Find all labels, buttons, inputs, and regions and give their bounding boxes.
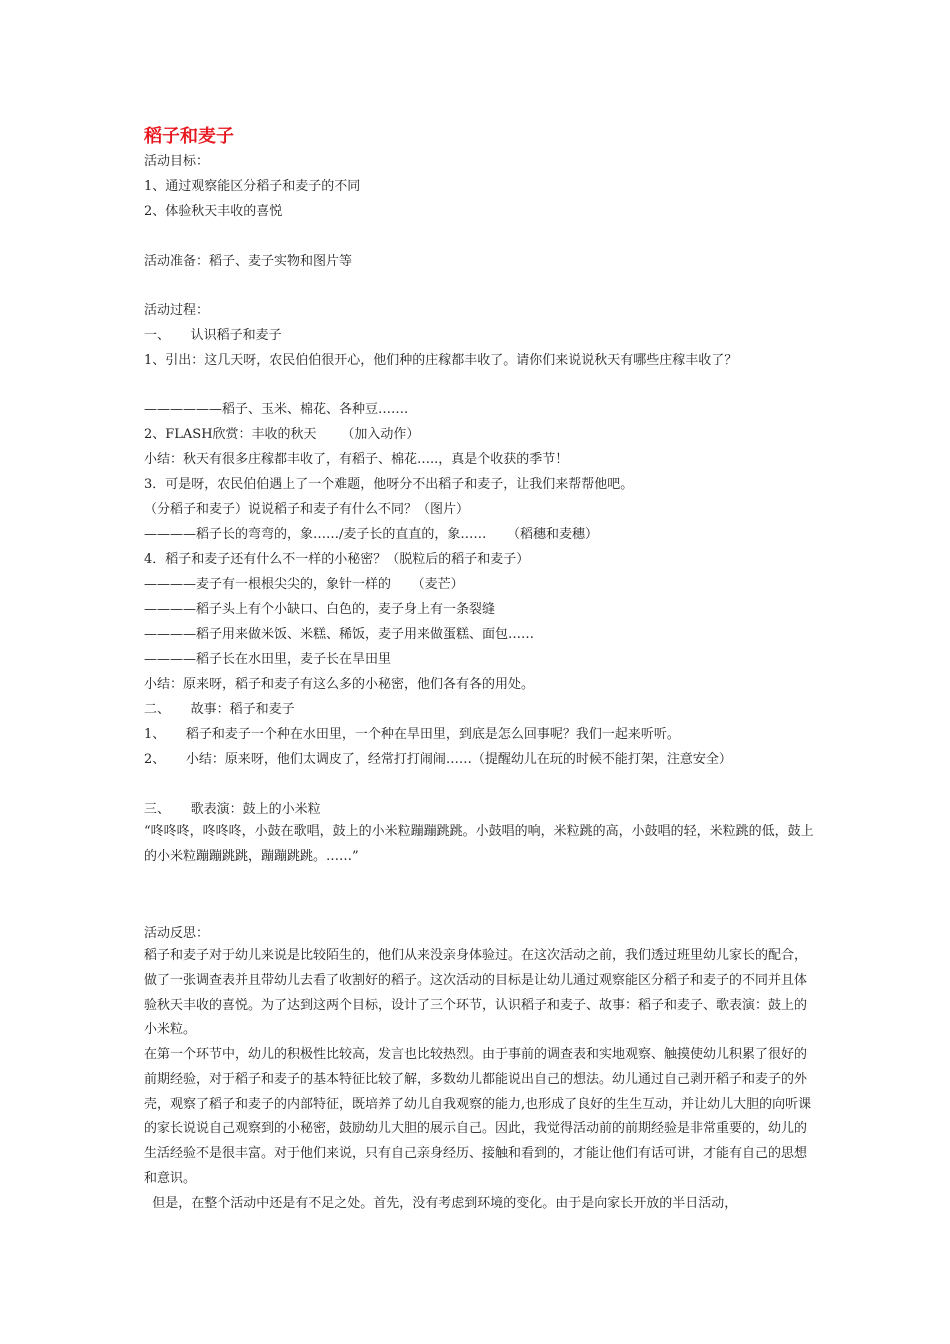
section-3-heading: 三、 歌表演：鼓上的小米粒 xyxy=(144,802,321,817)
reflection-paragraph-1: 稻子和麦子对于幼儿来说是比较陌生的，他们从来没亲身体验过。在这次活动之前，我们透过班里幼儿家长的配合，做了一张调查表并且带幼儿去看了收割好的稻子。这次活动的目标是让幼儿通过观察能区分稻子和麦子的不同并且体验秋天丰收的喜悦。为了达到这两个目标，设计了三个环节，认识稻子和麦子、故事：稻子和麦子、歌表演：鼓上的小米粒。 xyxy=(144,948,808,1038)
story-item-1: 1、 稻子和麦子一个种在水田里，一个种在旱田里，到底是怎么回事呢？我们一起来听听。 xyxy=(144,727,680,742)
section-1-heading: 一、 认识稻子和麦子 xyxy=(144,328,282,343)
summary-line: 小结：秋天有很多庄稼都丰收了，有稻子、棉花…..，真是个收获的季节！ xyxy=(144,452,569,467)
process-heading: 活动过程： xyxy=(144,303,210,318)
preparation-line: 活动准备：稻子、麦子实物和图片等 xyxy=(144,254,353,269)
song-lyrics: “咚咚咚，咚咚咚，小鼓在歌唱，鼓上的小米粒蹦蹦跳跳。小鼓唱的响，米粒跳的高，小鼓唱的轻，米粒跳的低，鼓上的小米粒蹦蹦跳跳，蹦蹦跳跳。……” xyxy=(144,824,814,864)
process-line: ————稻子头上有个小缺口、白色的，麦子身上有一条裂缝 xyxy=(144,602,496,617)
process-line: ——————稻子、玉米、棉花、各种豆……. xyxy=(144,402,409,417)
reflection-paragraph-3: 但是，在整个活动中还是有不足之处。首先，没有考虑到环境的变化。由于是向家长开放的半日活动， xyxy=(144,1196,738,1211)
process-line: ————稻子用来做米饭、米糕、稀饭，麦子用来做蛋糕、面包…… xyxy=(144,627,535,642)
reflection-paragraph-2: 在第一个环节中，幼儿的积极性比较高，发言也比较热烈。由于事前的调查表和实地观察、触摸使幼儿积累了很好的前期经验，对于稻子和麦子的基本特征比较了解，多数幼儿都能说出自己的想法。幼儿通过自己剥开稻子和麦子的外壳，观察了稻子和麦子的内部特征，既培养了幼儿自我观察的能力,也形成了良好的生生互动，并让幼儿大胆的向听课的家长说说自己观察到的小秘密，鼓励幼儿大胆的展示自己。因此，我觉得活动前的前期经验是非常重要的，幼儿的生活经验不是很丰富。对于他们来说，只有自己亲身经历、接触和看到的，才能让他们有话可讲，才能有自己的思想和意识。 xyxy=(144,1047,812,1186)
process-line: ————麦子有一根根尖尖的，象针一样的 （麦芒） xyxy=(144,577,464,592)
process-line: ————稻子长的弯弯的，象……/麦子长的直直的，象…… （稻穗和麦穗） xyxy=(144,527,599,542)
process-line: （分稻子和麦子）说说稻子和麦子有什么不同？（图片） xyxy=(144,502,470,517)
goal-heading: 活动目标： xyxy=(144,154,210,169)
process-line: 1、引出：这几天呀，农民伯伯很开心，他们种的庄稼都丰收了。请你们来说说秋天有哪些庄稼丰收了？ xyxy=(144,353,738,368)
summary-line: 小结：原来呀，稻子和麦子有这么多的小秘密，他们各有各的用处。 xyxy=(144,677,535,692)
process-line: 4．稻子和麦子还有什么不一样的小秘密？（脱粒后的稻子和麦子） xyxy=(144,552,530,567)
goal-item-2: 2、体验秋天丰收的喜悦 xyxy=(144,204,283,219)
process-line: ————稻子长在水田里，麦子长在旱田里 xyxy=(144,652,392,667)
story-item-2: 2、 小结：原来呀，他们太调皮了，经常打打闹闹……（提醒幼儿在玩的时候不能打架，注意安全） xyxy=(144,752,732,767)
process-line: 3．可是呀，农民伯伯遇上了一个难题，他呀分不出稻子和麦子，让我们来帮帮他吧。 xyxy=(144,477,634,492)
document-title: 稻子和麦子 xyxy=(144,126,234,147)
goal-item-1: 1、通过观察能区分稻子和麦子的不同 xyxy=(144,179,361,194)
process-line: 2、FLASH欣赏：丰收的秋天 （加入动作） xyxy=(144,427,420,442)
section-2-heading: 二、 故事：稻子和麦子 xyxy=(144,702,295,717)
reflection-heading: 活动反思： xyxy=(144,926,210,941)
